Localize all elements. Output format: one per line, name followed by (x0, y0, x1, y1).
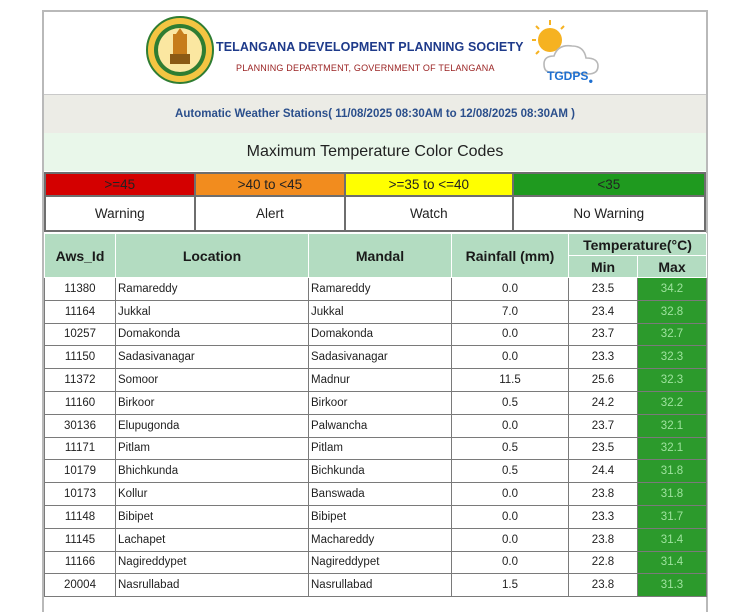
cell-location: Birkoor (116, 391, 309, 414)
cell-mandal: Nagireddypet (309, 551, 452, 574)
table-row (45, 346, 707, 369)
cell-location: Nasrullabad (116, 574, 309, 597)
col-header-min: Min (569, 256, 638, 278)
cell-max-temp: 32.3 (638, 369, 707, 392)
cell-min-temp: 23.3 (569, 505, 638, 528)
cell-min-temp: 22.8 (569, 551, 638, 574)
cell-mandal: Banswada (309, 483, 452, 506)
col-header-mandal: Mandal (309, 234, 452, 278)
cell-rainfall: 11.5 (452, 369, 569, 392)
aws-period-title: Automatic Weather Stations( 11/08/2025 08:30AM to 12/08/2025 08:30AM ) (44, 94, 706, 134)
cell-min-temp: 24.4 (569, 460, 638, 483)
report-header (44, 12, 706, 94)
table-row (45, 323, 707, 346)
cell-rainfall: 0.0 (452, 278, 569, 301)
cell-min-temp: 23.4 (569, 300, 638, 323)
cell-max-temp: 32.7 (638, 323, 707, 346)
cell-location: Elupugonda (116, 414, 309, 437)
cell-max-temp: 32.3 (638, 346, 707, 369)
cell-max-temp: 31.4 (638, 528, 707, 551)
cell-aws-id: 30136 (45, 414, 116, 437)
cell-max-temp: 31.4 (638, 551, 707, 574)
legend-label-watch: Watch (345, 196, 512, 231)
cell-rainfall: 0.0 (452, 414, 569, 437)
cell-max-temp: 32.1 (638, 437, 707, 460)
legend-label-alert: Alert (195, 196, 346, 231)
table-row (45, 574, 707, 597)
cell-mandal: Sadasivanagar (309, 346, 452, 369)
cell-rainfall: 0.0 (452, 483, 569, 506)
org-name: TELANGANA DEVELOPMENT PLANNING SOCIETY (216, 40, 524, 54)
cell-location: Kollur (116, 483, 309, 506)
cell-location: Bibipet (116, 505, 309, 528)
cell-rainfall: 0.0 (452, 551, 569, 574)
table-row (45, 437, 707, 460)
cell-max-temp: 31.3 (638, 574, 707, 597)
cell-mandal: Madnur (309, 369, 452, 392)
cell-rainfall: 0.0 (452, 528, 569, 551)
cell-min-temp: 23.7 (569, 323, 638, 346)
table-row (45, 460, 707, 483)
cell-min-temp: 25.6 (569, 369, 638, 392)
cell-rainfall: 1.5 (452, 574, 569, 597)
legend-label-no-warning: No Warning (513, 196, 705, 231)
cell-aws-id: 11160 (45, 391, 116, 414)
table-row (45, 551, 707, 574)
col-header-aws-id: Aws_Id (45, 234, 116, 278)
legend-swatch-alert: >40 to <45 (195, 173, 346, 196)
cell-aws-id: 10173 (45, 483, 116, 506)
cell-aws-id: 11164 (45, 300, 116, 323)
table-row (45, 483, 707, 506)
cell-min-temp: 23.5 (569, 278, 638, 301)
cell-rainfall: 0.5 (452, 391, 569, 414)
col-header-location: Location (116, 234, 309, 278)
table-row (45, 528, 707, 551)
cell-location: Ramareddy (116, 278, 309, 301)
cell-aws-id: 11380 (45, 278, 116, 301)
legend-swatch-watch: >=35 to <=40 (345, 173, 512, 196)
legend-label-warning: Warning (45, 196, 195, 231)
cell-aws-id: 11148 (45, 505, 116, 528)
cell-mandal: Pitlam (309, 437, 452, 460)
cell-mandal: Ramareddy (309, 278, 452, 301)
cell-max-temp: 32.8 (638, 300, 707, 323)
cell-aws-id: 11145 (45, 528, 116, 551)
cell-aws-id: 10257 (45, 323, 116, 346)
cell-location: Domakonda (116, 323, 309, 346)
cell-max-temp: 34.2 (638, 278, 707, 301)
legend-swatch-no-warning: <35 (513, 173, 705, 196)
table-row (45, 369, 707, 392)
cell-rainfall: 0.0 (452, 346, 569, 369)
cell-aws-id: 11171 (45, 437, 116, 460)
table-row (45, 278, 707, 301)
cell-rainfall: 0.5 (452, 437, 569, 460)
cell-location: Sadasivanagar (116, 346, 309, 369)
cell-mandal: Jukkal (309, 300, 452, 323)
cell-aws-id: 11150 (45, 346, 116, 369)
cell-min-temp: 24.2 (569, 391, 638, 414)
cell-mandal: Palwancha (309, 414, 452, 437)
report-frame (42, 10, 708, 612)
cell-mandal: Domakonda (309, 323, 452, 346)
tgdps-logo-text: $TGDPS_●$ (547, 69, 594, 86)
cell-mandal: Bibipet (309, 505, 452, 528)
cell-max-temp: 32.2 (638, 391, 707, 414)
cell-mandal: Birkoor (309, 391, 452, 414)
cell-rainfall: 7.0 (452, 300, 569, 323)
cell-aws-id: 11166 (45, 551, 116, 574)
cell-mandal: Bichkunda (309, 460, 452, 483)
table-row (45, 414, 707, 437)
cell-location: Pitlam (116, 437, 309, 460)
cell-aws-id: 20004 (45, 574, 116, 597)
cell-min-temp: 23.8 (569, 483, 638, 506)
weather-table (44, 233, 707, 597)
col-header-max: Max (638, 256, 707, 278)
col-header-temperature: Temperature(°C) (569, 234, 707, 256)
telangana-seal-icon (146, 16, 214, 84)
table-row (45, 505, 707, 528)
cell-min-temp: 23.8 (569, 528, 638, 551)
cell-mandal: Nasrullabad (309, 574, 452, 597)
table-row (45, 300, 707, 323)
cell-rainfall: 0.0 (452, 323, 569, 346)
cell-aws-id: 11372 (45, 369, 116, 392)
color-code-legend (44, 172, 706, 232)
cell-min-temp: 23.7 (569, 414, 638, 437)
cell-location: Bhichkunda (116, 460, 309, 483)
cell-rainfall: 0.5 (452, 460, 569, 483)
cell-aws-id: 10179 (45, 460, 116, 483)
cell-mandal: Machareddy (309, 528, 452, 551)
cell-rainfall: 0.0 (452, 505, 569, 528)
cell-min-temp: 23.5 (569, 437, 638, 460)
cell-min-temp: 23.3 (569, 346, 638, 369)
cell-location: Somoor (116, 369, 309, 392)
cell-max-temp: 31.8 (638, 460, 707, 483)
table-row (45, 391, 707, 414)
cell-location: Lachapet (116, 528, 309, 551)
cell-max-temp: 31.8 (638, 483, 707, 506)
cell-max-temp: 32.1 (638, 414, 707, 437)
cell-location: Jukkal (116, 300, 309, 323)
org-subtitle: PLANNING DEPARTMENT, GOVERNMENT OF TELANGANA (236, 63, 495, 73)
color-codes-title: Maximum Temperature Color Codes (44, 133, 706, 171)
cell-max-temp: 31.7 (638, 505, 707, 528)
col-header-rainfall: Rainfall (mm) (452, 234, 569, 278)
cell-min-temp: 23.8 (569, 574, 638, 597)
legend-swatch-warning: >=45 (45, 173, 195, 196)
cell-location: Nagireddypet (116, 551, 309, 574)
